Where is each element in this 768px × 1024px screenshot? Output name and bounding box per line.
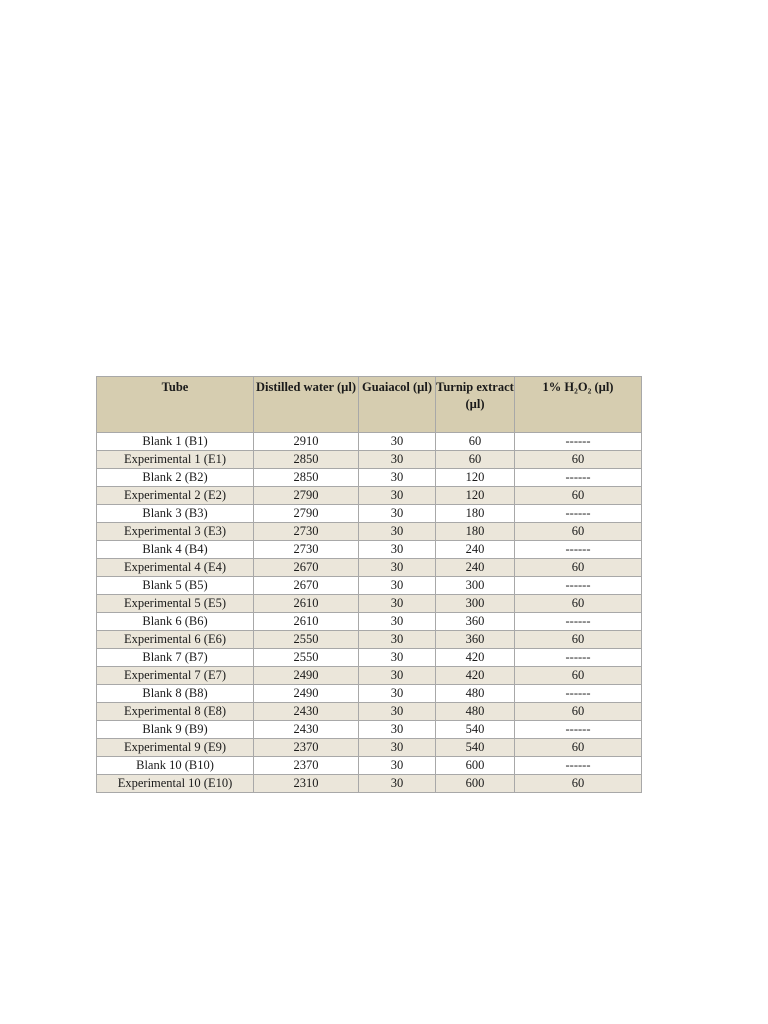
table-row (97, 505, 642, 523)
cell-h2o2: 60 (515, 703, 642, 721)
cell-distilled-water: 2610 (254, 595, 359, 613)
cell-tube: Experimental 2 (E2) (97, 487, 254, 505)
table-row (97, 577, 642, 595)
cell-guaiacol: 30 (359, 505, 436, 523)
cell-distilled-water: 2850 (254, 451, 359, 469)
reagent-table-container (96, 376, 641, 793)
cell-distilled-water: 2790 (254, 487, 359, 505)
table-row (97, 631, 642, 649)
cell-distilled-water: 2310 (254, 775, 359, 793)
table-header (97, 377, 642, 433)
cell-turnip-extract: 360 (436, 613, 515, 631)
cell-guaiacol: 30 (359, 523, 436, 541)
cell-turnip-extract: 240 (436, 541, 515, 559)
cell-turnip-extract: 420 (436, 649, 515, 667)
cell-turnip-extract: 120 (436, 487, 515, 505)
cell-distilled-water: 2430 (254, 721, 359, 739)
cell-guaiacol: 30 (359, 469, 436, 487)
cell-tube: Blank 7 (B7) (97, 649, 254, 667)
cell-distilled-water: 2370 (254, 757, 359, 775)
header-distilled-water: Distilled water (µl) (254, 377, 359, 433)
cell-h2o2: 60 (515, 667, 642, 685)
cell-turnip-extract: 420 (436, 667, 515, 685)
cell-tube: Experimental 8 (E8) (97, 703, 254, 721)
cell-turnip-extract: 540 (436, 721, 515, 739)
cell-tube: Blank 4 (B4) (97, 541, 254, 559)
cell-tube: Blank 6 (B6) (97, 613, 254, 631)
cell-distilled-water: 2550 (254, 631, 359, 649)
table-row (97, 541, 642, 559)
cell-tube: Blank 3 (B3) (97, 505, 254, 523)
table-row (97, 775, 642, 793)
table-row (97, 559, 642, 577)
cell-turnip-extract: 480 (436, 703, 515, 721)
cell-tube: Experimental 10 (E10) (97, 775, 254, 793)
cell-guaiacol: 30 (359, 595, 436, 613)
cell-distilled-water: 2730 (254, 541, 359, 559)
cell-guaiacol: 30 (359, 649, 436, 667)
cell-tube: Blank 2 (B2) (97, 469, 254, 487)
cell-distilled-water: 2490 (254, 685, 359, 703)
cell-turnip-extract: 300 (436, 595, 515, 613)
table-body (97, 433, 642, 793)
header-row (97, 377, 642, 433)
cell-h2o2: ------ (515, 433, 642, 451)
cell-guaiacol: 30 (359, 577, 436, 595)
cell-tube: Experimental 5 (E5) (97, 595, 254, 613)
cell-distilled-water: 2910 (254, 433, 359, 451)
cell-tube: Experimental 3 (E3) (97, 523, 254, 541)
cell-tube: Blank 8 (B8) (97, 685, 254, 703)
cell-tube: Experimental 7 (E7) (97, 667, 254, 685)
header-guaiacol: Guaiacol (µl) (359, 377, 436, 433)
cell-tube: Blank 1 (B1) (97, 433, 254, 451)
cell-h2o2: 60 (515, 559, 642, 577)
cell-distilled-water: 2370 (254, 739, 359, 757)
cell-guaiacol: 30 (359, 559, 436, 577)
cell-guaiacol: 30 (359, 451, 436, 469)
cell-tube: Blank 5 (B5) (97, 577, 254, 595)
table-row (97, 469, 642, 487)
cell-h2o2: ------ (515, 577, 642, 595)
cell-h2o2: 60 (515, 487, 642, 505)
cell-guaiacol: 30 (359, 487, 436, 505)
table-row (97, 523, 642, 541)
table-row (97, 649, 642, 667)
cell-tube: Blank 9 (B9) (97, 721, 254, 739)
cell-turnip-extract: 180 (436, 505, 515, 523)
cell-h2o2: ------ (515, 541, 642, 559)
table-row (97, 487, 642, 505)
table-row (97, 721, 642, 739)
cell-guaiacol: 30 (359, 703, 436, 721)
table-row (97, 667, 642, 685)
cell-guaiacol: 30 (359, 721, 436, 739)
table-row (97, 451, 642, 469)
cell-turnip-extract: 540 (436, 739, 515, 757)
cell-tube: Experimental 1 (E1) (97, 451, 254, 469)
cell-h2o2: ------ (515, 721, 642, 739)
cell-distilled-water: 2790 (254, 505, 359, 523)
cell-turnip-extract: 60 (436, 451, 515, 469)
cell-tube: Blank 10 (B10) (97, 757, 254, 775)
cell-tube: Experimental 6 (E6) (97, 631, 254, 649)
cell-h2o2: ------ (515, 757, 642, 775)
cell-turnip-extract: 240 (436, 559, 515, 577)
cell-tube: Experimental 4 (E4) (97, 559, 254, 577)
cell-h2o2: ------ (515, 505, 642, 523)
cell-turnip-extract: 300 (436, 577, 515, 595)
header-tube: Tube (97, 377, 254, 433)
cell-h2o2: 60 (515, 595, 642, 613)
cell-distilled-water: 2670 (254, 559, 359, 577)
cell-h2o2: 60 (515, 775, 642, 793)
cell-guaiacol: 30 (359, 433, 436, 451)
cell-distilled-water: 2610 (254, 613, 359, 631)
cell-turnip-extract: 180 (436, 523, 515, 541)
cell-distilled-water: 2430 (254, 703, 359, 721)
cell-h2o2: 60 (515, 739, 642, 757)
cell-guaiacol: 30 (359, 541, 436, 559)
cell-h2o2: ------ (515, 649, 642, 667)
cell-h2o2: ------ (515, 685, 642, 703)
cell-guaiacol: 30 (359, 775, 436, 793)
table-row (97, 595, 642, 613)
cell-turnip-extract: 60 (436, 433, 515, 451)
cell-h2o2: ------ (515, 613, 642, 631)
cell-guaiacol: 30 (359, 685, 436, 703)
header-h2o2: 1% H₂O₂ (µl) (515, 377, 642, 433)
cell-distilled-water: 2670 (254, 577, 359, 595)
cell-h2o2: 60 (515, 451, 642, 469)
cell-distilled-water: 2850 (254, 469, 359, 487)
table-row (97, 739, 642, 757)
cell-turnip-extract: 600 (436, 775, 515, 793)
cell-guaiacol: 30 (359, 757, 436, 775)
cell-h2o2: 60 (515, 631, 642, 649)
cell-turnip-extract: 360 (436, 631, 515, 649)
cell-guaiacol: 30 (359, 613, 436, 631)
reagent-table (96, 376, 642, 793)
cell-guaiacol: 30 (359, 631, 436, 649)
table-row (97, 433, 642, 451)
table-row (97, 613, 642, 631)
cell-guaiacol: 30 (359, 667, 436, 685)
cell-turnip-extract: 480 (436, 685, 515, 703)
table-row (97, 703, 642, 721)
cell-tube: Experimental 9 (E9) (97, 739, 254, 757)
cell-guaiacol: 30 (359, 739, 436, 757)
table-row (97, 757, 642, 775)
cell-distilled-water: 2550 (254, 649, 359, 667)
cell-distilled-water: 2490 (254, 667, 359, 685)
cell-turnip-extract: 120 (436, 469, 515, 487)
table-row (97, 685, 642, 703)
cell-h2o2: 60 (515, 523, 642, 541)
cell-distilled-water: 2730 (254, 523, 359, 541)
cell-h2o2: ------ (515, 469, 642, 487)
header-turnip-extract: Turnip extract (µl) (436, 377, 515, 433)
cell-turnip-extract: 600 (436, 757, 515, 775)
